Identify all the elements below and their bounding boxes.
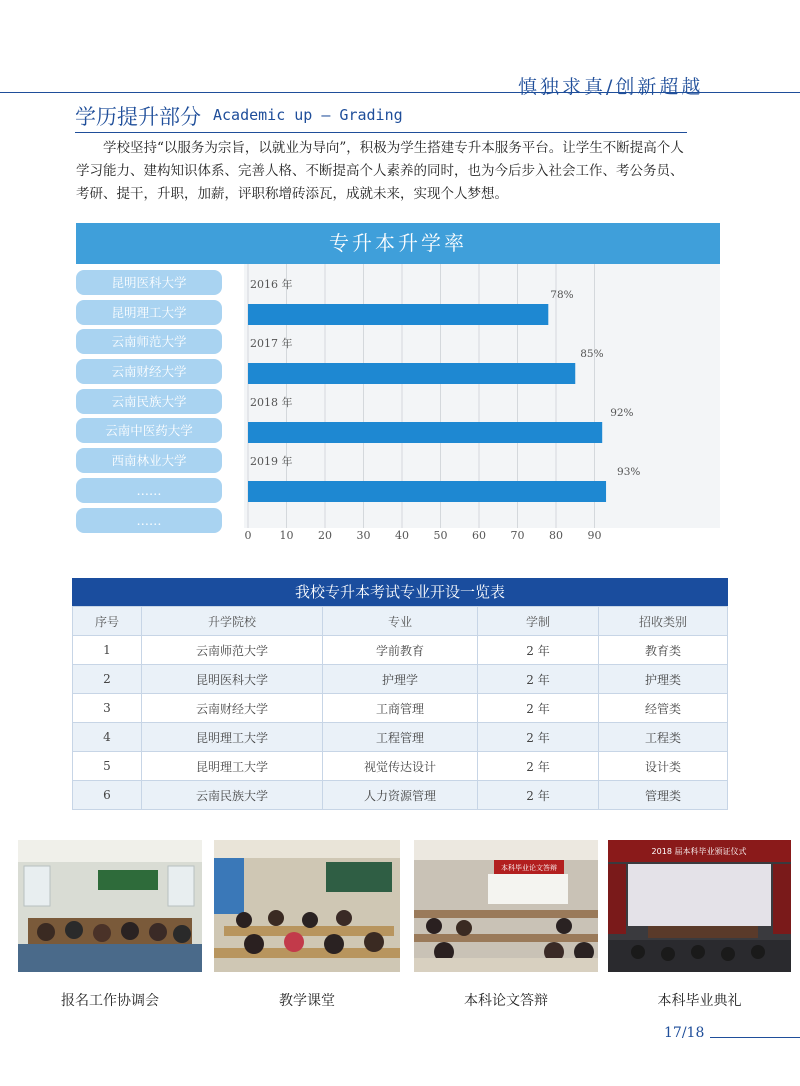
cell: 管理类 (599, 781, 728, 810)
table-row (73, 781, 728, 810)
cell: 护理类 (599, 665, 728, 694)
bar-chart (228, 264, 720, 550)
meeting-room-image (18, 840, 202, 972)
col-header: 专业 (323, 607, 478, 636)
year-label: 2016 年 (250, 278, 293, 291)
university-pill: 云南中医药大学 (76, 418, 222, 443)
year-label: 2017 年 (250, 337, 293, 350)
photo-graduation (608, 840, 791, 972)
bar (248, 422, 602, 443)
photo-thesis-defense (414, 840, 598, 972)
photo-caption: 教学课堂 (279, 993, 335, 1009)
header-rule-left (0, 92, 505, 93)
table-row (73, 752, 728, 781)
value-label: 85% (580, 348, 604, 360)
photo-coordination-meeting (18, 840, 202, 972)
x-tick-label: 70 (510, 529, 525, 542)
cell: 工程类 (599, 723, 728, 752)
cell: 护理学 (323, 665, 478, 694)
photo-classroom (214, 840, 400, 972)
cell: 工商管理 (323, 694, 478, 723)
cell: 2 年 (478, 723, 599, 752)
col-header: 序号 (73, 607, 142, 636)
cell: 2 年 (478, 781, 599, 810)
cell: 2 年 (478, 752, 599, 781)
value-label: 92% (610, 407, 634, 419)
col-header: 学制 (478, 607, 599, 636)
x-tick-label: 10 (279, 529, 294, 542)
x-tick-label: 60 (472, 529, 486, 542)
thesis-defense-image (414, 840, 598, 972)
table-row (73, 665, 728, 694)
cell: 工程管理 (323, 723, 478, 752)
cell: 学前教育 (323, 636, 478, 665)
school-motto: 慎独求真/创新超越 (518, 76, 704, 98)
cell: 云南财经大学 (142, 694, 323, 723)
value-label: 78% (550, 289, 574, 301)
university-pill: 云南财经大学 (76, 359, 222, 384)
chart-title: 专升本升学率 (329, 231, 467, 255)
x-tick-label: 90 (587, 529, 602, 542)
intro-paragraph: 学校坚持“以服务为宗旨，以就业为导向”，积极为学生搭建专升本服务平台。让学生不断提高个人学习能力、建构知识体系、完善人格、不断提高个人素养的同时，也为今后步入社会工作、考公务员、考研、提干，升职，加薪，评职称增砖添瓦，成就未来，实现个人梦想。 (76, 140, 684, 202)
majors-table (72, 578, 728, 810)
value-label: 93% (617, 466, 641, 478)
x-tick-label: 20 (318, 529, 332, 542)
bar (248, 363, 575, 384)
cell: 云南师范大学 (142, 636, 323, 665)
page-rule (710, 1037, 800, 1038)
cell: 昆明医科大学 (142, 665, 323, 694)
university-pill: 西南林业大学 (76, 448, 222, 473)
cell: 5 (73, 752, 142, 781)
section-title: 学历提升部分 (75, 105, 201, 129)
photo-caption: 报名工作协调会 (61, 993, 159, 1009)
col-header: 升学院校 (142, 607, 323, 636)
x-tick-label: 80 (549, 529, 563, 542)
photo-caption: 本科论文答辩 (464, 993, 548, 1009)
cell: 昆明理工大学 (142, 752, 323, 781)
cell: 云南民族大学 (142, 781, 323, 810)
defense-banner-text: 本科毕业论文答辩 (501, 864, 557, 872)
majors-grid (72, 606, 728, 810)
cell: 2 年 (478, 636, 599, 665)
x-tick-label: 30 (356, 529, 371, 542)
x-tick-label: 40 (395, 529, 409, 542)
year-label: 2018 年 (250, 396, 293, 409)
cell: 经管类 (599, 694, 728, 723)
university-pill: …… (76, 508, 222, 533)
table-row (73, 694, 728, 723)
cell: 4 (73, 723, 142, 752)
graduation-image (608, 840, 791, 972)
bar (248, 304, 548, 325)
photo-caption: 本科毕业典礼 (657, 993, 742, 1009)
cell: 3 (73, 694, 142, 723)
table-title: 我校专升本考试专业开设一览表 (72, 578, 728, 606)
cell: 教育类 (599, 636, 728, 665)
cell: 2 年 (478, 665, 599, 694)
university-list (76, 270, 222, 537)
year-label: 2019 年 (250, 455, 293, 468)
section-subtitle: Academic up — Grading (213, 106, 403, 124)
cell: 昆明理工大学 (142, 723, 323, 752)
table-row (73, 723, 728, 752)
table-header-row (73, 607, 728, 636)
x-tick-label: 0 (244, 529, 252, 542)
col-header: 招收类别 (599, 607, 728, 636)
title-rule (75, 132, 687, 133)
x-tick-label: 50 (433, 529, 448, 542)
page-number: 17/18 (664, 1025, 705, 1041)
classroom-image (214, 840, 400, 972)
university-pill: …… (76, 478, 222, 503)
graduation-banner-text: 2018 届本科毕业颁证仪式 (651, 847, 747, 856)
cell: 视觉传达设计 (323, 752, 478, 781)
cell: 设计类 (599, 752, 728, 781)
cell: 2 (73, 665, 142, 694)
cell: 人力资源管理 (323, 781, 478, 810)
university-pill: 云南师范大学 (76, 329, 222, 354)
cell: 6 (73, 781, 142, 810)
cell: 2 年 (478, 694, 599, 723)
cell: 1 (73, 636, 142, 665)
university-pill: 昆明理工大学 (76, 300, 222, 325)
university-pill: 昆明医科大学 (76, 270, 222, 295)
table-row (73, 636, 728, 665)
bar (248, 481, 606, 502)
university-pill: 云南民族大学 (76, 389, 222, 414)
